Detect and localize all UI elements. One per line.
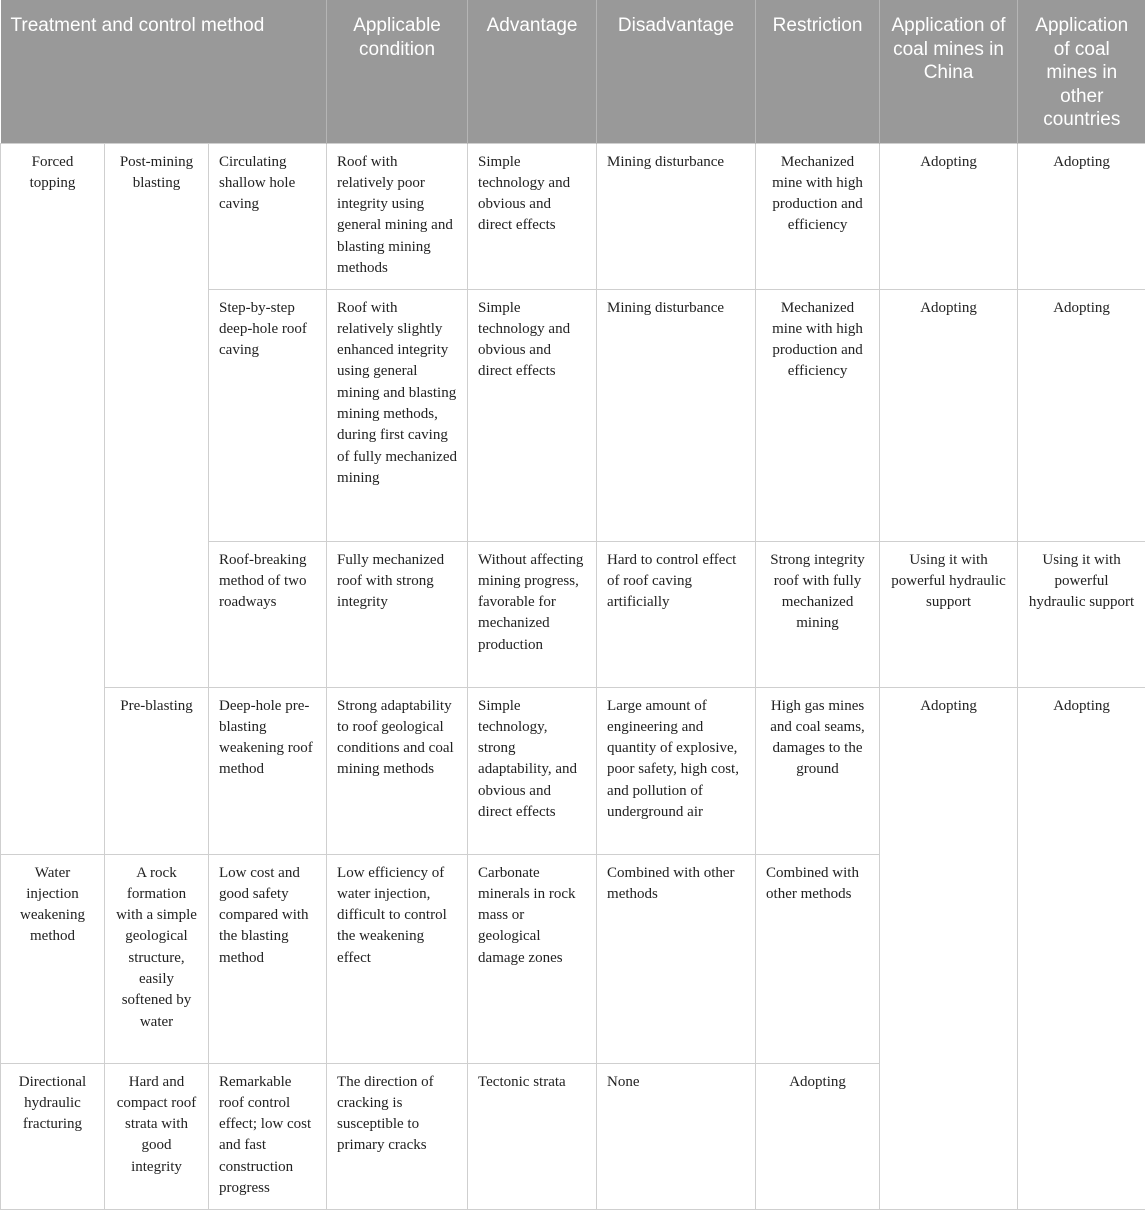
cell-advantage: Low cost and good safety compared with the blasting method: [209, 854, 327, 1063]
cell-method: Circulating shallow hole caving: [209, 143, 327, 289]
group-forced-topping: Forced topping: [1, 143, 105, 854]
cell-restriction: High gas mines and coal seams, damages to the ground: [756, 687, 880, 854]
cell-disadvantage: Low efficiency of water injection, difficult to control the weakening effect: [327, 854, 468, 1063]
cell-other: Adopting: [756, 1063, 880, 1209]
header-restriction: Restriction: [756, 0, 880, 143]
group-post-mining-blasting: Post-mining blasting: [105, 143, 209, 687]
cell-restriction: Tectonic strata: [468, 1063, 597, 1209]
cell-restriction: Mechanized mine with high production and efficiency: [756, 289, 880, 541]
cell-advantage: Without affecting mining progress, favorable for mechanized production: [468, 541, 597, 687]
cell-method: Deep-hole pre-blasting weakening roof method: [209, 687, 327, 854]
header-advantage: Advantage: [468, 0, 597, 143]
group-pre-blasting: Pre-blasting: [105, 687, 209, 854]
table-row: [1, 687, 1145, 854]
cell-other: Adopting: [1018, 687, 1145, 1209]
cell-restriction: Strong integrity roof with fully mechanized mining: [756, 541, 880, 687]
cell-condition: Fully mechanized roof with strong integrity: [327, 541, 468, 687]
cell-advantage: Simple technology and obvious and direct effects: [468, 143, 597, 289]
cell-other: Using it with powerful hydraulic support: [1018, 541, 1145, 687]
header-method: Treatment and control method: [1, 0, 327, 143]
cell-china: Adopting: [880, 289, 1018, 541]
cell-condition: Hard and compact roof strata with good integrity: [105, 1063, 209, 1209]
header-other: Application of coal mines in other countries: [1018, 0, 1145, 143]
cell-restriction: Mechanized mine with high production and efficiency: [756, 143, 880, 289]
table-row: [1, 143, 1145, 289]
cell-disadvantage: Large amount of engineering and quantity of explosive, poor safety, high cost, and pollution of underground air: [597, 687, 756, 854]
cell-method: Directional hydraulic fracturing: [1, 1063, 105, 1209]
header-china: Application of coal mines in China: [880, 0, 1018, 143]
cell-disadvantage: Mining disturbance: [597, 143, 756, 289]
cell-method: Water injection weakening method: [1, 854, 105, 1063]
cell-disadvantage: Mining disturbance: [597, 289, 756, 541]
cell-condition: Roof with relatively slightly enhanced integrity using general mining and blasting mining methods, during first caving of fully mechanized mining: [327, 289, 468, 541]
cell-china: Using it with powerful hydraulic support: [880, 541, 1018, 687]
header-disadvantage: Disadvantage: [597, 0, 756, 143]
cell-china: None: [597, 1063, 756, 1209]
cell-condition: Roof with relatively poor integrity using general mining and blasting mining methods: [327, 143, 468, 289]
cell-other: Adopting: [1018, 143, 1145, 289]
cell-restriction: Carbonate minerals in rock mass or geological damage zones: [468, 854, 597, 1063]
cell-disadvantage: The direction of cracking is susceptible to primary cracks: [327, 1063, 468, 1209]
header-row: [1, 0, 1145, 143]
cell-china: Adopting: [880, 143, 1018, 289]
cell-condition: Strong adaptability to roof geological conditions and coal mining methods: [327, 687, 468, 854]
cell-china: Adopting: [880, 687, 1018, 1209]
header-condition: Applicable condition: [327, 0, 468, 143]
cell-disadvantage: Hard to control effect of roof caving artificially: [597, 541, 756, 687]
cell-other: Combined with other methods: [756, 854, 880, 1063]
cell-advantage: Simple technology, strong adaptability, and obvious and direct effects: [468, 687, 597, 854]
cell-advantage: Simple technology and obvious and direct effects: [468, 289, 597, 541]
cell-china: Combined with other methods: [597, 854, 756, 1063]
cell-other: Adopting: [1018, 289, 1145, 541]
cell-condition: A rock formation with a simple geological structure, easily softened by water: [105, 854, 209, 1063]
cell-method: Roof-breaking method of two roadways: [209, 541, 327, 687]
cell-method: Step-by-step deep-hole roof caving: [209, 289, 327, 541]
cell-advantage: Remarkable roof control effect; low cost and fast construction progress: [209, 1063, 327, 1209]
